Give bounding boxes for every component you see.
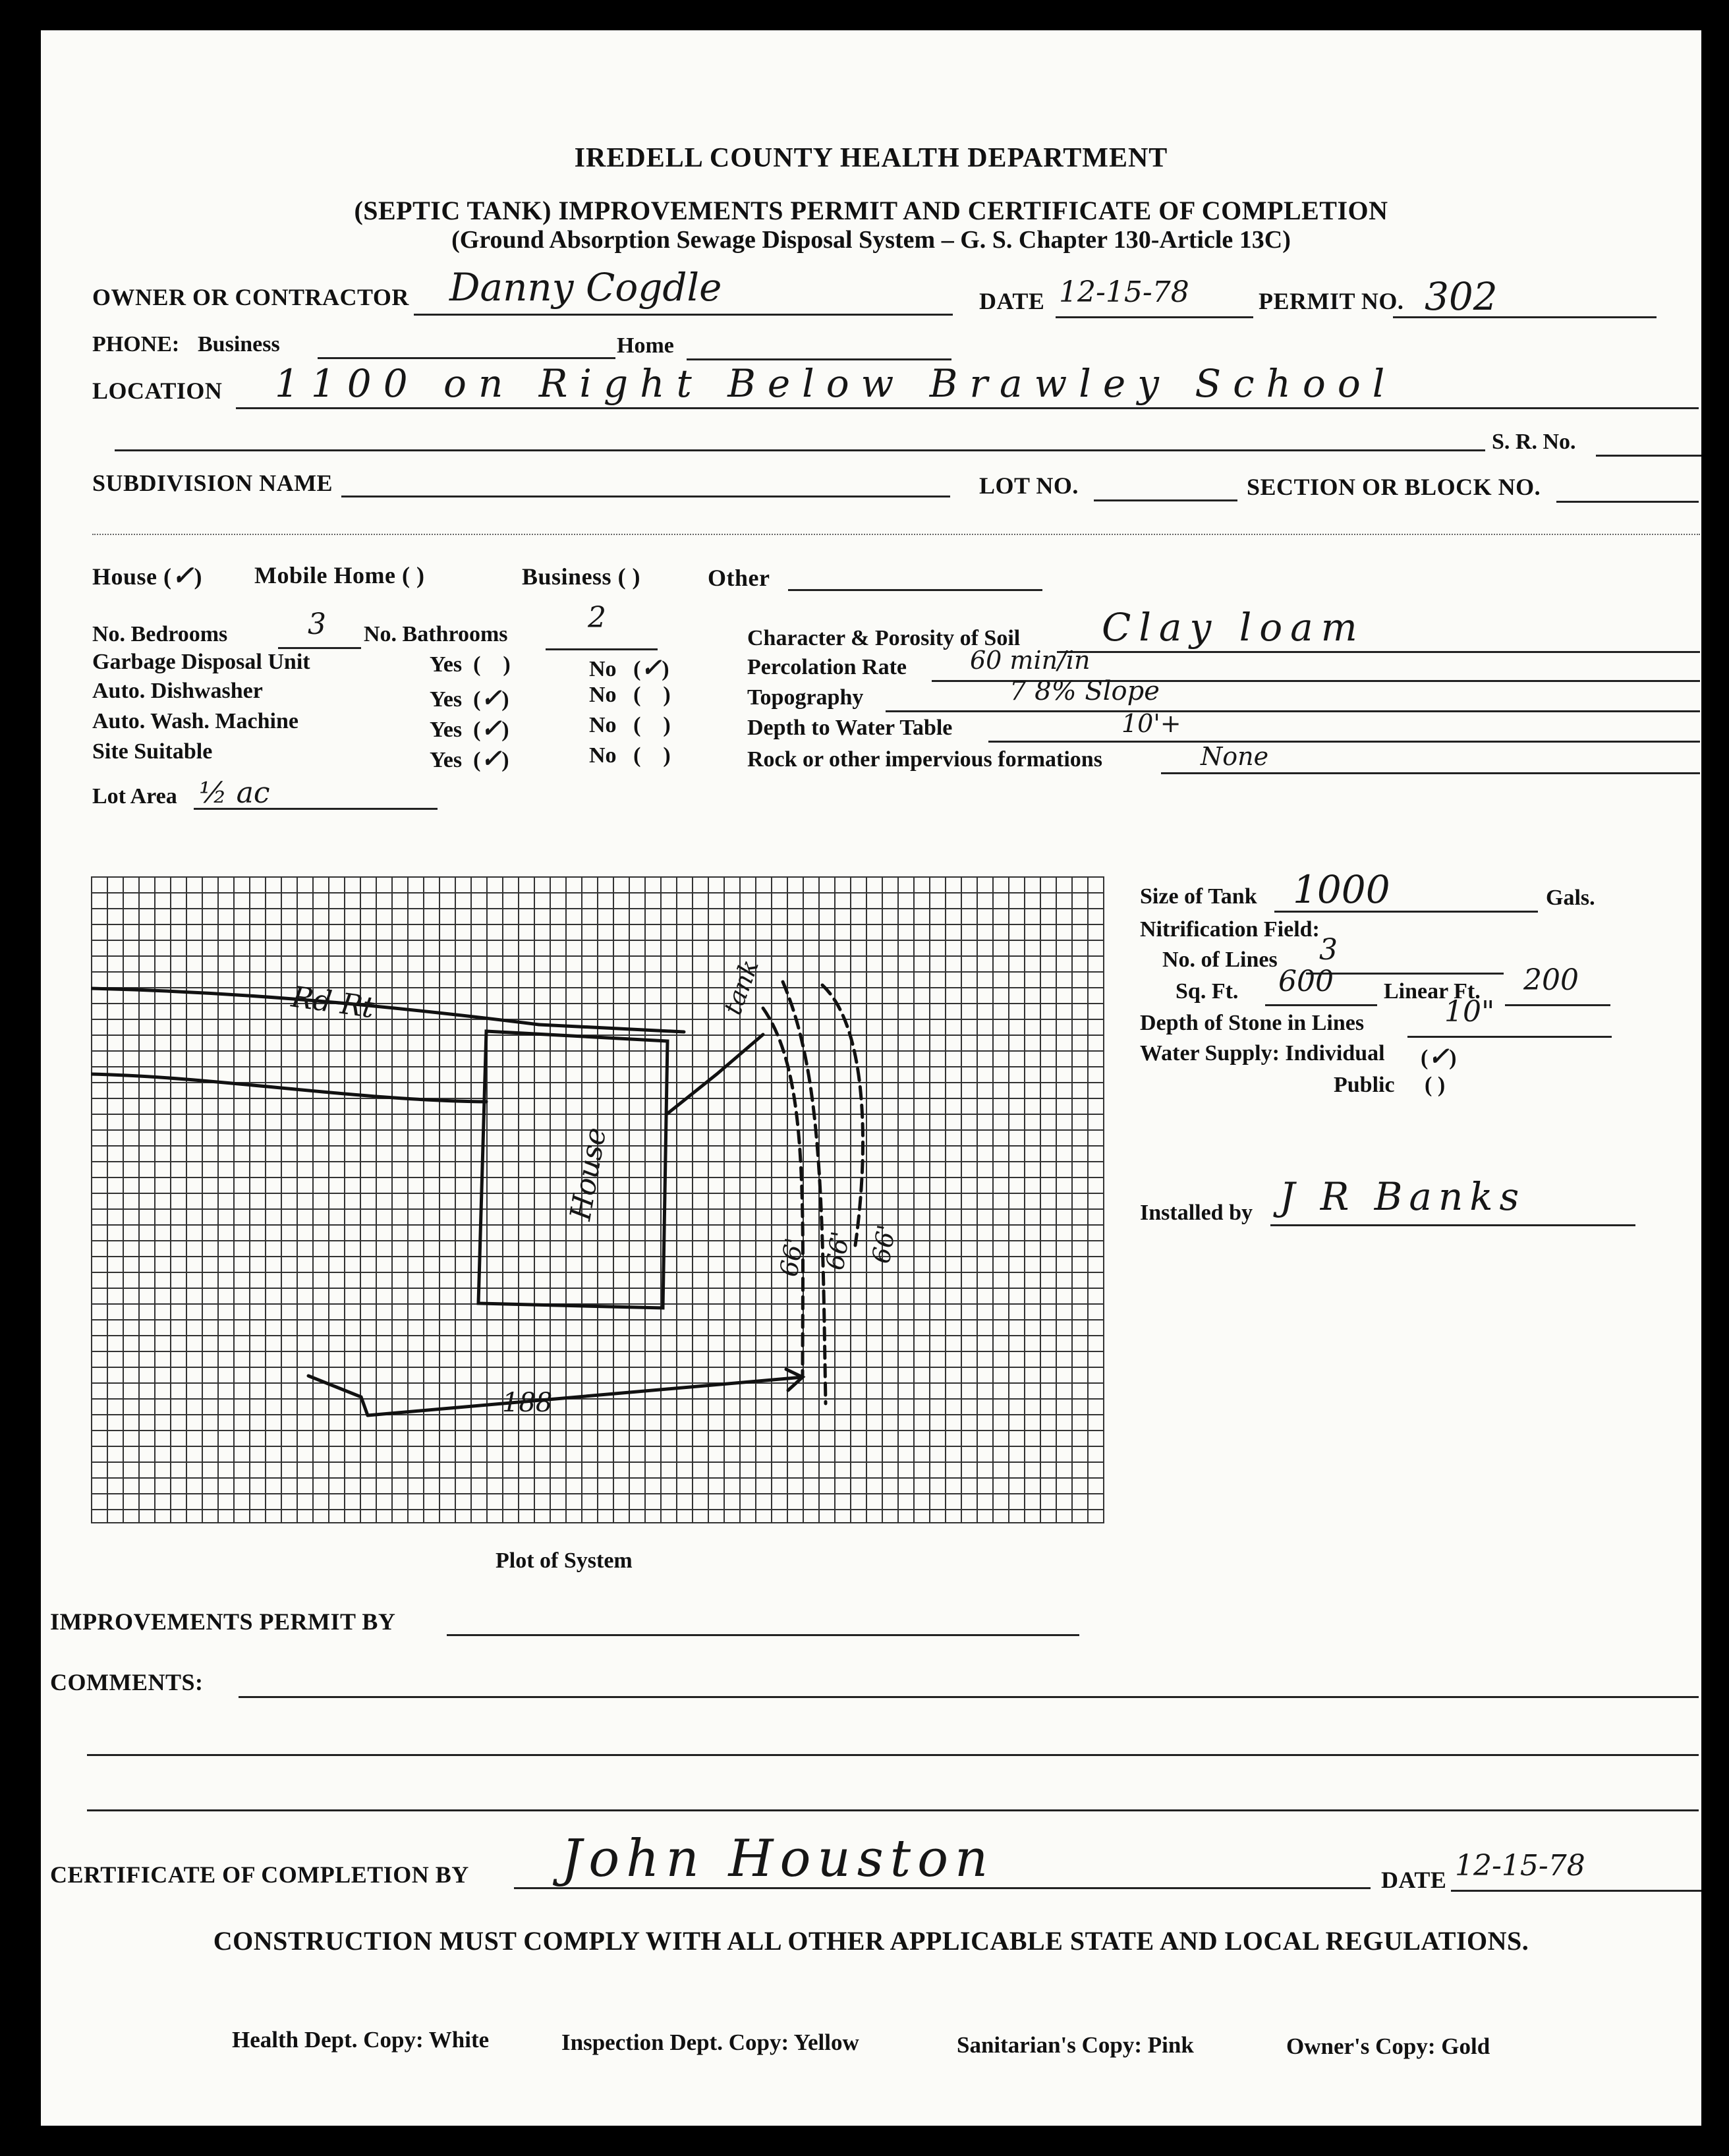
stone-depth-value: 10" — [1444, 995, 1495, 1029]
rock-value: None — [1201, 742, 1269, 771]
business-label: Business ( ) — [522, 563, 641, 590]
location-label: LOCATION — [92, 378, 223, 404]
perc-rate-value: 60 min/in — [970, 646, 1091, 675]
garbage-no-check: ✓ — [640, 652, 662, 682]
other-line — [788, 589, 1042, 591]
garbage-label: Garbage Disposal Unit — [92, 650, 310, 674]
washer-yes: Yes (✓) — [430, 713, 509, 743]
comments-line-2 — [87, 1754, 1699, 1756]
tank-size-label: Size of Tank — [1140, 884, 1257, 909]
permit-subtitle: (Ground Absorption Sewage Disposal System – G. S. Chapter 130-Article 13C) — [451, 226, 1291, 254]
water-table-line — [988, 741, 1700, 743]
department-title: IREDELL COUNTY HEALTH DEPARTMENT — [574, 143, 1168, 173]
gals-label: Gals. — [1546, 886, 1595, 910]
washer-no: No ( ) — [589, 713, 671, 737]
road-bottom-line — [91, 1074, 486, 1102]
plot-tank-note: tank — [718, 955, 765, 1019]
mobile-home-label: Mobile Home ( ) — [254, 562, 425, 588]
copy-owner: Owner's Copy: Gold — [1286, 2033, 1490, 2059]
comments-label: COMMENTS: — [50, 1669, 204, 1695]
tank-size-value: 1000 — [1293, 867, 1390, 912]
water-supply-label: Water Supply: Individual — [1140, 1041, 1385, 1065]
bedrooms-line — [278, 647, 361, 649]
certificate-label: CERTIFICATE OF COMPLETION BY — [50, 1861, 469, 1888]
bedrooms-value: 3 — [308, 608, 326, 641]
lines-line — [1306, 973, 1504, 975]
perc-rate-label: Percolation Rate — [747, 655, 907, 679]
copy-health: Health Dept. Copy: White — [232, 2027, 490, 2053]
topography-value: 7 8% Slope — [1009, 676, 1160, 706]
property-marker — [308, 1376, 368, 1415]
linear-ft-line — [1505, 1004, 1610, 1006]
stone-depth-line — [1407, 1036, 1612, 1038]
sqft-label: Sq. Ft. — [1176, 979, 1239, 1004]
nitrification-label: Nitrification Field: — [1140, 917, 1320, 942]
owner-value: Danny Cogdle — [449, 265, 722, 310]
installed-by-label: Installed by — [1140, 1201, 1253, 1225]
dishwasher-yes: Yes (✓) — [430, 683, 509, 712]
permit-title: (SEPTIC TANK) IMPROVEMENTS PERMIT AND CERTIFICATE OF COMPLETION — [354, 196, 1388, 225]
house-label: House (✓) — [92, 560, 203, 591]
phone-home-label: Home — [617, 333, 674, 358]
owner-label: OWNER OR CONTRACTOR — [92, 284, 409, 310]
sqft-line — [1265, 1004, 1377, 1006]
rock-label: Rock or other impervious formations — [747, 747, 1102, 772]
plot-line1-note: 66' — [774, 1235, 810, 1279]
house-check: ✓ — [171, 560, 194, 591]
plot-line3-note: 66' — [866, 1222, 902, 1266]
phone-business-line — [318, 357, 615, 359]
soil-character-label: Character & Porosity of Soil — [747, 626, 1021, 650]
washer-yes-check: ✓ — [480, 713, 502, 743]
bathrooms-label: No. Bathrooms — [364, 622, 508, 646]
construction-note: CONSTRUCTION MUST COMPLY WITH ALL OTHER APPLICABLE STATE AND LOCAL REGULATIONS. — [213, 1926, 1529, 1956]
dishwasher-no: No ( ) — [589, 683, 671, 707]
dishwasher-yes-check: ✓ — [480, 683, 502, 712]
date-line — [1056, 316, 1253, 318]
topography-line — [886, 710, 1700, 712]
lines-value: 3 — [1319, 933, 1338, 967]
lot-area-value: ½ ac — [199, 776, 270, 810]
permit-no-label: PERMIT NO. — [1259, 288, 1404, 314]
sr-no-label: S. R. No. — [1492, 430, 1576, 454]
field-line-1 — [763, 1008, 803, 1377]
water-table-value: 10'+ — [1121, 709, 1181, 738]
topography-label: Topography — [747, 685, 864, 710]
certificate-date-line — [1451, 1890, 1701, 1892]
location-line-2 — [115, 449, 1485, 451]
other-label: Other — [708, 565, 770, 591]
installed-by-value: J R Banks — [1280, 1174, 1526, 1219]
copy-inspection: Inspection Dept. Copy: Yellow — [561, 2029, 859, 2055]
section-line — [1556, 501, 1699, 503]
lot-no-line — [1094, 499, 1237, 501]
permit-document — [41, 30, 1701, 2126]
individual-check: (✓) — [1421, 1041, 1457, 1071]
comments-line-3 — [87, 1809, 1699, 1811]
improvements-permit-label: IMPROVEMENTS PERMIT BY — [50, 1608, 396, 1635]
linear-ft-value: 200 — [1523, 963, 1579, 997]
owner-line — [414, 314, 953, 316]
dishwasher-label: Auto. Dishwasher — [92, 679, 263, 703]
soil-character-line — [1057, 651, 1700, 653]
location-value: 1100 on Right Below Brawley School — [275, 361, 1397, 406]
copy-sanitarian: Sanitarian's Copy: Pink — [957, 2032, 1194, 2058]
certificate-date-label: DATE — [1381, 1867, 1447, 1893]
phone-label: PHONE: — [92, 332, 180, 356]
plot-road-note: Rd Rt — [289, 980, 377, 1025]
bathrooms-value: 2 — [588, 601, 606, 635]
divider — [92, 534, 1700, 535]
bedrooms-label: No. Bedrooms — [92, 622, 228, 646]
site-yes-check: ✓ — [480, 743, 502, 773]
permit-no-value: 302 — [1425, 274, 1498, 319]
bathrooms-line — [546, 648, 658, 650]
lot-no-label: LOT NO. — [979, 472, 1079, 499]
subdivision-line — [341, 496, 950, 497]
distance-arrow — [368, 1377, 803, 1415]
garbage-yes: Yes ( ) — [430, 652, 511, 677]
site-suitable-label: Site Suitable — [92, 739, 213, 764]
field-line-3 — [822, 985, 863, 1245]
plot-caption: Plot of System — [496, 1548, 633, 1573]
location-line — [236, 407, 1699, 409]
road-edge-line — [539, 1025, 684, 1032]
section-label: SECTION OR BLOCK NO. — [1247, 474, 1541, 500]
plot-line2-note: 66' — [820, 1229, 856, 1272]
installed-by-line — [1270, 1224, 1635, 1226]
plot-distance-note: 188 — [502, 1388, 553, 1418]
public-label: Public — [1334, 1073, 1395, 1097]
tank-pipe — [667, 1035, 763, 1114]
soil-character-value: Clay loam — [1102, 605, 1365, 650]
washer-label: Auto. Wash. Machine — [92, 709, 298, 733]
comments-line-1 — [239, 1696, 1699, 1698]
plot-house-note: House — [563, 1125, 613, 1223]
lines-label: No. of Lines — [1162, 948, 1278, 972]
rock-line — [1161, 772, 1700, 774]
improvements-permit-line — [447, 1634, 1079, 1636]
garbage-no: No (✓) — [589, 652, 669, 682]
stone-depth-label: Depth of Stone in Lines — [1140, 1011, 1365, 1035]
date-label: DATE — [979, 288, 1045, 314]
linear-ft-label: Linear Ft. — [1384, 979, 1481, 1004]
lot-area-label: Lot Area — [92, 784, 177, 808]
sr-no-line — [1596, 455, 1701, 457]
site-yes: Yes (✓) — [430, 743, 509, 773]
signature: John Houston — [561, 1829, 995, 1888]
phone-home-line — [687, 358, 951, 360]
certificate-date-value: 12-15-78 — [1455, 1849, 1585, 1883]
subdivision-label: SUBDIVISION NAME — [92, 470, 333, 496]
phone-business-label: Business — [198, 332, 280, 356]
public-check: ( ) — [1425, 1073, 1446, 1097]
water-table-label: Depth to Water Table — [747, 716, 953, 740]
date-value: 12-15-78 — [1059, 275, 1189, 309]
site-no: No ( ) — [589, 743, 671, 768]
sqft-value: 600 — [1278, 965, 1334, 998]
